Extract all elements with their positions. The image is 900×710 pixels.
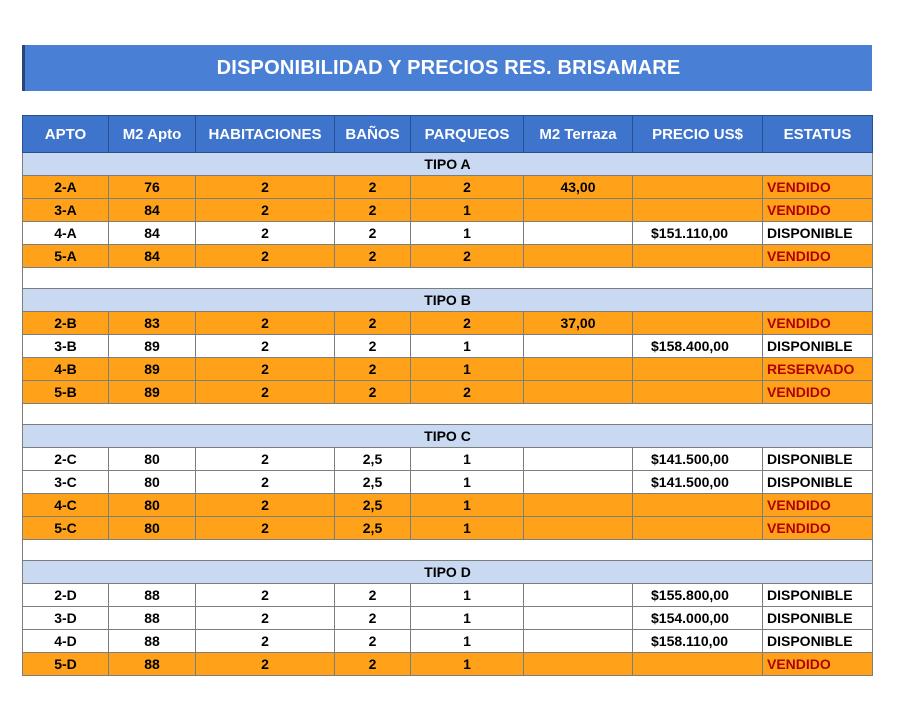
section-header-row (23, 289, 873, 312)
cell-estatus: DISPONIBLE (763, 630, 873, 653)
table-row (23, 245, 873, 268)
cell-m2-terraza (524, 653, 633, 676)
cell-m2-apto: 88 (109, 584, 196, 607)
table-row (23, 312, 873, 335)
cell-m2-terraza (524, 448, 633, 471)
cell-habitaciones: 2 (196, 471, 335, 494)
cell-apto: 4-C (23, 494, 109, 517)
cell-apto: 3-A (23, 199, 109, 222)
cell-precio: $158.110,00 (633, 630, 763, 653)
cell-banos: 2 (335, 222, 411, 245)
table-row (23, 358, 873, 381)
cell-apto: 3-D (23, 607, 109, 630)
cell-habitaciones: 2 (196, 358, 335, 381)
cell-parqueos: 2 (411, 176, 524, 199)
cell-banos: 2 (335, 199, 411, 222)
cell-estatus: VENDIDO (763, 517, 873, 540)
cell-estatus: VENDIDO (763, 381, 873, 404)
col-header-habitaciones: HABITACIONES (196, 116, 335, 153)
cell-precio (633, 653, 763, 676)
cell-habitaciones: 2 (196, 222, 335, 245)
spacer-row (23, 268, 873, 289)
cell-habitaciones: 2 (196, 517, 335, 540)
cell-banos: 2 (335, 584, 411, 607)
cell-estatus: DISPONIBLE (763, 471, 873, 494)
cell-parqueos: 2 (411, 312, 524, 335)
table-row (23, 607, 873, 630)
cell-apto: 4-B (23, 358, 109, 381)
table-row (23, 653, 873, 676)
cell-parqueos: 2 (411, 245, 524, 268)
cell-m2-terraza: 37,00 (524, 312, 633, 335)
cell-parqueos: 1 (411, 199, 524, 222)
cell-estatus: DISPONIBLE (763, 222, 873, 245)
cell-m2-apto: 80 (109, 494, 196, 517)
cell-precio: $141.500,00 (633, 471, 763, 494)
cell-precio: $158.400,00 (633, 335, 763, 358)
cell-m2-terraza (524, 358, 633, 381)
cell-m2-apto: 89 (109, 358, 196, 381)
cell-apto: 2-B (23, 312, 109, 335)
cell-m2-terraza (524, 381, 633, 404)
col-header-banos: BAÑOS (335, 116, 411, 153)
availability-table (22, 115, 873, 676)
cell-m2-terraza (524, 607, 633, 630)
table-row (23, 222, 873, 245)
cell-m2-apto: 80 (109, 517, 196, 540)
cell-habitaciones: 2 (196, 630, 335, 653)
cell-parqueos: 1 (411, 584, 524, 607)
section-label: TIPO A (23, 153, 873, 176)
cell-precio (633, 381, 763, 404)
cell-banos: 2,5 (335, 494, 411, 517)
cell-banos: 2,5 (335, 471, 411, 494)
cell-parqueos: 1 (411, 448, 524, 471)
table-row (23, 630, 873, 653)
cell-habitaciones: 2 (196, 494, 335, 517)
spacer-cell (23, 404, 873, 425)
table-row (23, 517, 873, 540)
cell-banos: 2 (335, 653, 411, 676)
cell-precio: $154.000,00 (633, 607, 763, 630)
cell-habitaciones: 2 (196, 176, 335, 199)
cell-m2-apto: 84 (109, 222, 196, 245)
cell-habitaciones: 2 (196, 199, 335, 222)
table-row (23, 381, 873, 404)
cell-apto: 5-B (23, 381, 109, 404)
cell-apto: 2-A (23, 176, 109, 199)
cell-precio (633, 358, 763, 381)
table-row (23, 448, 873, 471)
cell-banos: 2 (335, 335, 411, 358)
cell-estatus: VENDIDO (763, 176, 873, 199)
cell-habitaciones: 2 (196, 312, 335, 335)
cell-parqueos: 1 (411, 358, 524, 381)
cell-m2-terraza (524, 471, 633, 494)
table-row (23, 494, 873, 517)
cell-apto: 3-B (23, 335, 109, 358)
cell-m2-terraza (524, 630, 633, 653)
cell-banos: 2 (335, 630, 411, 653)
section-header-row (23, 425, 873, 448)
table-row (23, 584, 873, 607)
cell-precio: $155.800,00 (633, 584, 763, 607)
cell-apto: 4-D (23, 630, 109, 653)
section-header-row (23, 153, 873, 176)
col-header-parqueos: PARQUEOS (411, 116, 524, 153)
cell-m2-apto: 88 (109, 653, 196, 676)
cell-banos: 2 (335, 358, 411, 381)
cell-estatus: VENDIDO (763, 199, 873, 222)
cell-parqueos: 1 (411, 653, 524, 676)
cell-parqueos: 1 (411, 335, 524, 358)
table-row (23, 471, 873, 494)
table-row (23, 335, 873, 358)
cell-habitaciones: 2 (196, 245, 335, 268)
page-title-banner (22, 45, 872, 91)
cell-m2-apto: 89 (109, 381, 196, 404)
section-header-row (23, 561, 873, 584)
cell-estatus: DISPONIBLE (763, 448, 873, 471)
cell-parqueos: 1 (411, 471, 524, 494)
col-header-estatus: ESTATUS (763, 116, 873, 153)
cell-precio (633, 176, 763, 199)
cell-apto: 3-C (23, 471, 109, 494)
cell-m2-terraza (524, 494, 633, 517)
cell-m2-terraza (524, 335, 633, 358)
cell-m2-apto: 76 (109, 176, 196, 199)
cell-precio (633, 494, 763, 517)
cell-estatus: DISPONIBLE (763, 584, 873, 607)
cell-estatus: RESERVADO (763, 358, 873, 381)
cell-m2-apto: 84 (109, 245, 196, 268)
cell-m2-apto: 89 (109, 335, 196, 358)
section-label: TIPO B (23, 289, 873, 312)
cell-m2-terraza (524, 517, 633, 540)
cell-m2-apto: 88 (109, 607, 196, 630)
cell-m2-apto: 84 (109, 199, 196, 222)
cell-parqueos: 1 (411, 630, 524, 653)
cell-m2-apto: 88 (109, 630, 196, 653)
cell-apto: 5-A (23, 245, 109, 268)
cell-parqueos: 1 (411, 222, 524, 245)
cell-estatus: VENDIDO (763, 312, 873, 335)
cell-parqueos: 1 (411, 517, 524, 540)
cell-banos: 2,5 (335, 517, 411, 540)
cell-parqueos: 2 (411, 381, 524, 404)
section-label: TIPO C (23, 425, 873, 448)
cell-apto: 2-C (23, 448, 109, 471)
spacer-cell (23, 268, 873, 289)
page-title: DISPONIBILIDAD Y PRECIOS RES. BRISAMARE (216, 56, 681, 79)
cell-parqueos: 1 (411, 607, 524, 630)
table-row (23, 199, 873, 222)
cell-estatus: VENDIDO (763, 245, 873, 268)
cell-m2-apto: 80 (109, 471, 196, 494)
cell-banos: 2 (335, 176, 411, 199)
spacer-row (23, 404, 873, 425)
cell-banos: 2 (335, 245, 411, 268)
cell-m2-terraza (524, 584, 633, 607)
cell-m2-apto: 80 (109, 448, 196, 471)
cell-apto: 4-A (23, 222, 109, 245)
col-header-m2-apto: M2 Apto (109, 116, 196, 153)
cell-m2-terraza: 43,00 (524, 176, 633, 199)
table-row (23, 176, 873, 199)
spacer-row (23, 540, 873, 561)
cell-precio (633, 199, 763, 222)
cell-precio: $151.110,00 (633, 222, 763, 245)
cell-apto: 2-D (23, 584, 109, 607)
cell-estatus: DISPONIBLE (763, 607, 873, 630)
cell-banos: 2 (335, 607, 411, 630)
cell-habitaciones: 2 (196, 381, 335, 404)
cell-habitaciones: 2 (196, 607, 335, 630)
cell-m2-terraza (524, 245, 633, 268)
cell-m2-terraza (524, 222, 633, 245)
cell-apto: 5-D (23, 653, 109, 676)
col-header-apto: APTO (23, 116, 109, 153)
cell-estatus: VENDIDO (763, 653, 873, 676)
col-header-m2-terraza: M2 Terraza (524, 116, 633, 153)
cell-habitaciones: 2 (196, 653, 335, 676)
cell-m2-apto: 83 (109, 312, 196, 335)
section-label: TIPO D (23, 561, 873, 584)
cell-banos: 2 (335, 381, 411, 404)
cell-banos: 2,5 (335, 448, 411, 471)
cell-banos: 2 (335, 312, 411, 335)
cell-parqueos: 1 (411, 494, 524, 517)
col-header-precio: PRECIO US$ (633, 116, 763, 153)
cell-precio (633, 245, 763, 268)
spacer-cell (23, 540, 873, 561)
cell-apto: 5-C (23, 517, 109, 540)
cell-habitaciones: 2 (196, 448, 335, 471)
cell-habitaciones: 2 (196, 335, 335, 358)
cell-precio: $141.500,00 (633, 448, 763, 471)
header-row (23, 116, 873, 153)
cell-precio (633, 517, 763, 540)
cell-estatus: VENDIDO (763, 494, 873, 517)
cell-m2-terraza (524, 199, 633, 222)
cell-precio (633, 312, 763, 335)
cell-estatus: DISPONIBLE (763, 335, 873, 358)
cell-habitaciones: 2 (196, 584, 335, 607)
